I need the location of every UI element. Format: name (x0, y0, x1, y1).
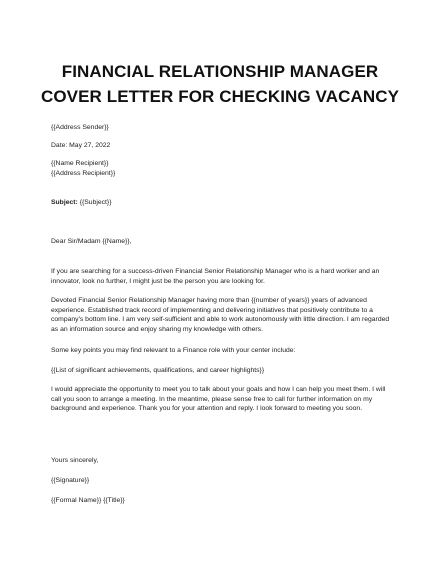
signature-placeholder: {{Signature}} (51, 477, 90, 484)
paragraph-key-points: Some key points you may find relevant to a Finance role with your center include: (51, 347, 296, 354)
salutation: Dear Sir/Madam {{Name}}, (51, 238, 132, 245)
paragraph-intro: If you are searching for a success-driven Financial Senior Relationship Manager who is a hard worker and an innovator, look no further, I might just be the person you are looking for. (51, 268, 380, 285)
address-sender: {{Address Sender}} (51, 124, 109, 131)
formal-name-title: {{Formal Name}} {{Title}} (51, 497, 125, 504)
address-recipient: {{Address Recipient}} (51, 170, 116, 177)
name-recipient: {{Name Recipient}} (51, 160, 109, 167)
letter-title-line-2: COVER LETTER FOR CHECKING VACANCY (40, 87, 400, 106)
paragraph-experience: Devoted Financial Senior Relationship Manager having more than {{number of years}} years of advanced experience. Established track record of implementing and delivering initiatives that positively contribute to a company's bottom line. I am very self-sufficient and able to work autonomously with little direction. I am regarded as an information source and enjoy sharing my knowledge with others. (51, 297, 390, 333)
paragraph-achievements: {{List of significant achievements, qualifications, and career highlights}} (51, 367, 265, 374)
letter-title-line-1: FINANCIAL RELATIONSHIP MANAGER (61, 62, 379, 81)
subject-label: Subject: (51, 199, 78, 206)
paragraph-closing: I would appreciate the opportunity to meet you to talk about your goals and how I can help you meet them. I will call you soon to arrange a meeting. In the meantime, please sense free to call for further information on my background and experience. Thank you for your attention and reply. I look forward to meeting you soon. (51, 386, 386, 413)
subject-value: {{Subject}} (77, 199, 112, 206)
valediction: Yours sincerely, (51, 457, 99, 464)
subject-line (51, 198, 396, 208)
letter-date: Date: May 27, 2022 (51, 142, 111, 149)
